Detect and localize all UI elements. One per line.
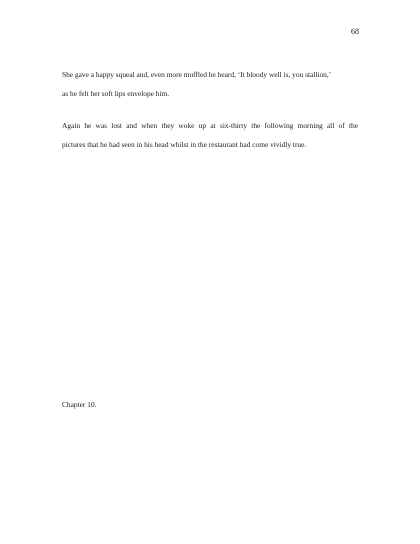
chapter-heading: Chapter 10. xyxy=(62,400,97,409)
paragraph-line: Again he was lost and when they woke up at six-thirty the following morning all of the xyxy=(62,121,358,130)
paragraph-line: pictures that he had seen in his head whilst in the restaurant had come vividly true. xyxy=(62,140,307,149)
page-number: 68 xyxy=(351,27,359,36)
paragraph-line: as he felt her soft lips envelope him. xyxy=(62,89,170,98)
paragraph-line: She gave a happy squeal and, even more muffled he heard, ‘It bloody well is, you stallion,’ xyxy=(62,70,332,79)
